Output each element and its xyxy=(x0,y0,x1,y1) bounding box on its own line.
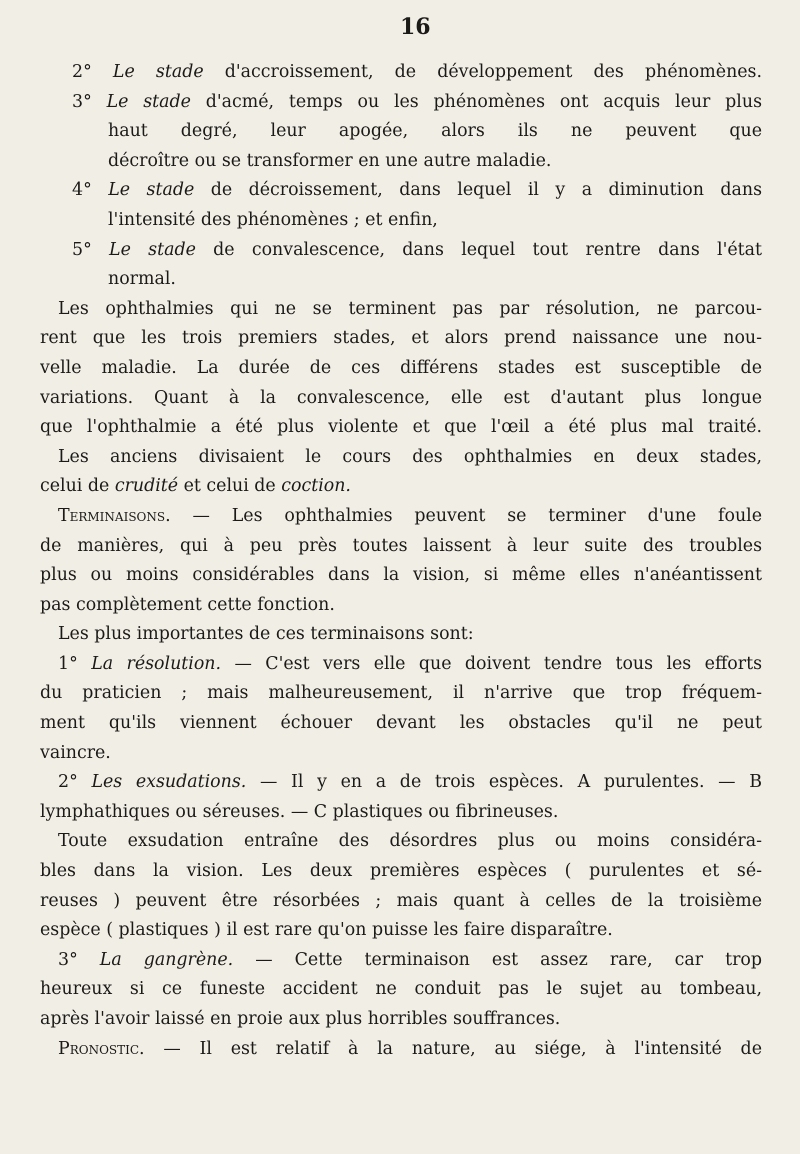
body-text xyxy=(40,58,762,1064)
text-run: et celui de xyxy=(178,476,282,497)
text-run: heureux si ce funeste accident ne conduit pas le sujet au tombeau, xyxy=(40,979,762,1000)
italic-text: Le stade xyxy=(109,239,196,260)
text-line xyxy=(40,265,762,295)
text-run: de décroissement, dans lequel il y a diminution dans xyxy=(194,180,762,201)
text-line xyxy=(40,679,762,709)
text-line xyxy=(40,384,762,414)
italic-text: coction. xyxy=(281,476,351,497)
text-line xyxy=(40,739,762,769)
text-run: 2° xyxy=(58,772,92,793)
text-run: après l'avoir laissé en proie aux plus horribles souffrances. xyxy=(40,1009,561,1029)
text-run: 2° xyxy=(72,62,113,82)
text-run: Les anciens divisaient le cours des ophthalmies en deux stades, xyxy=(58,446,762,467)
text-line xyxy=(40,236,762,266)
text-line xyxy=(40,295,762,325)
text-run: velle maladie. La durée de ces différens stades est susceptible de xyxy=(40,357,762,378)
section-heading: Terminaisons. xyxy=(58,505,171,526)
text-line xyxy=(40,58,762,88)
text-run: d'acmé, temps ou les phénomènes ont acquis leur plus xyxy=(190,91,762,112)
text-line xyxy=(40,472,762,502)
text-line xyxy=(40,443,762,473)
text-run: — Les ophthalmies peuvent se terminer d'une foule xyxy=(170,505,762,526)
text-line xyxy=(40,887,762,917)
text-line xyxy=(40,176,762,206)
text-run: — C'est vers elle que doivent tendre tous les efforts xyxy=(221,653,762,674)
text-run: variations. Quant à la convalescence, elle est d'autant plus longue xyxy=(40,387,762,408)
italic-text: crudité xyxy=(114,476,179,497)
italic-text: Les exsudations. xyxy=(91,772,247,793)
text-run: bles dans la vision. Les deux premières espèces ( purulentes et sé- xyxy=(40,861,762,882)
text-line xyxy=(40,857,762,887)
text-line xyxy=(40,413,762,443)
italic-text: Le stade xyxy=(112,62,204,82)
text-run: 4° xyxy=(72,180,109,201)
text-run: Les ophthalmies qui ne se terminent pas par résolution, ne parcou- xyxy=(58,298,762,319)
text-run: plus ou moins considérables dans la vision, si même elles n'anéantissent xyxy=(40,565,762,586)
italic-text: La résolution. xyxy=(91,653,222,674)
text-line xyxy=(40,827,762,857)
section-heading: Pronostic. xyxy=(58,1038,145,1059)
text-line xyxy=(40,502,762,532)
text-line xyxy=(40,709,762,739)
text-line xyxy=(40,147,762,177)
text-run: lymphathiques ou séreuses. — C plastiques ou fibrineuses. xyxy=(40,801,559,822)
text-line xyxy=(40,620,762,650)
text-run: Toute exsudation entraîne des désordres plus ou moins considéra- xyxy=(58,831,762,852)
text-run: l'intensité des phénomènes ; et enfin, xyxy=(108,209,438,230)
text-run: d'accroissement, de développement des phénomènes. xyxy=(203,62,762,82)
text-run: ment qu'ils viennent échouer devant les obstacles qu'il ne peut xyxy=(40,713,762,734)
text-run: 3° xyxy=(58,949,100,970)
text-run: rent que les trois premiers stades, et alors prend naissance une nou- xyxy=(40,328,762,349)
italic-text: Le stade xyxy=(108,180,195,201)
text-line xyxy=(40,354,762,384)
text-run: de manières, qui à peu près toutes laissent à leur suite des troubles xyxy=(40,535,762,556)
italic-text: Le stade xyxy=(106,91,191,112)
italic-text: La gangrène. xyxy=(99,949,234,970)
text-run: celui de xyxy=(40,476,115,497)
text-run: reuses ) peuvent être résorbées ; mais quant à celles de la troisième xyxy=(40,890,762,911)
text-line xyxy=(40,650,762,680)
text-run: vaincre. xyxy=(40,742,111,763)
text-run: — Cette terminaison est assez rare, car trop xyxy=(233,949,762,970)
text-run: décroître ou se transformer en une autre maladie. xyxy=(108,150,552,171)
text-run: que l'ophthalmie a été plus violente et que l'œil a été plus mal traité. xyxy=(40,417,762,438)
text-run: Les plus importantes de ces terminaisons sont: xyxy=(58,624,474,645)
text-run: du praticien ; mais malheureusement, il n'arrive que trop fréquem- xyxy=(40,683,762,704)
text-run: espèce ( plastiques ) il est rare qu'on puisse les faire disparaître. xyxy=(40,920,613,941)
text-line xyxy=(40,768,762,798)
text-line xyxy=(40,561,762,591)
text-run: 3° xyxy=(72,91,107,112)
text-run: — Il est relatif à la nature, au siége, à l'intensité de xyxy=(144,1038,762,1059)
text-run: 1° xyxy=(58,653,92,674)
text-line xyxy=(40,1005,762,1035)
text-run: de convalescence, dans lequel tout rentre dans l'état xyxy=(195,239,762,260)
text-line xyxy=(40,88,762,118)
text-line xyxy=(40,916,762,946)
text-line xyxy=(40,975,762,1005)
page-number: 16 xyxy=(400,14,431,40)
text-line xyxy=(40,117,762,147)
text-line xyxy=(40,591,762,621)
text-line xyxy=(40,1035,762,1065)
text-run: 5° xyxy=(72,239,110,260)
text-line xyxy=(40,324,762,354)
text-run: normal. xyxy=(108,269,176,290)
text-run: — Il y en a de trois espèces. A purulentes. — B xyxy=(246,772,762,793)
text-line xyxy=(40,532,762,562)
text-line xyxy=(40,798,762,828)
text-line xyxy=(40,946,762,976)
text-run: haut degré, leur apogée, alors ils ne peuvent que xyxy=(108,121,762,142)
text-run: pas complètement cette fonction. xyxy=(40,594,335,615)
text-line xyxy=(40,206,762,236)
